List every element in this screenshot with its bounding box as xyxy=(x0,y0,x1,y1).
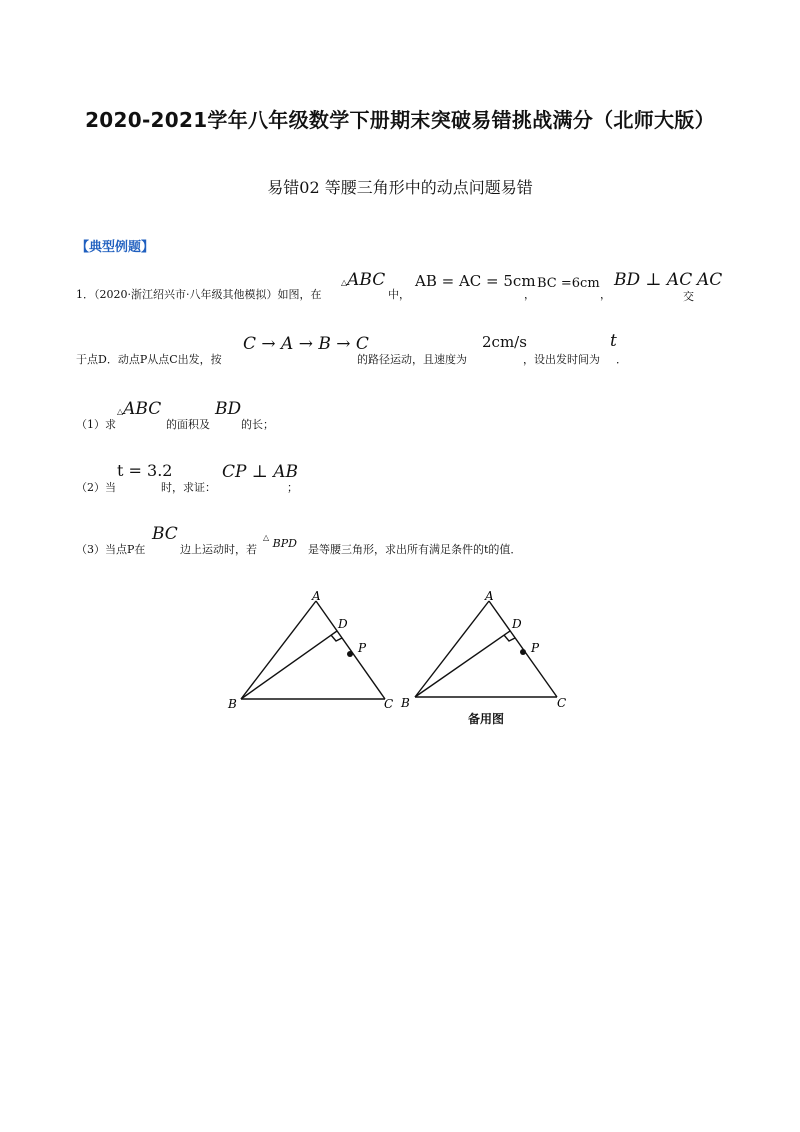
segment-bc: BC xyxy=(152,524,178,544)
label-d: D xyxy=(512,617,522,631)
triangle-bpd: △ BPD xyxy=(263,533,297,550)
segment-ac-line xyxy=(316,601,385,699)
question-1-mid: 的面积及 xyxy=(166,418,210,431)
path-expression: C → A → B → C xyxy=(243,334,369,354)
segment-bd-line xyxy=(415,631,510,697)
label-p: P xyxy=(531,641,540,655)
label-p: P xyxy=(358,641,367,655)
segment-ab-line xyxy=(415,601,489,697)
triangle-icon: △ xyxy=(263,533,270,542)
label-b: B xyxy=(228,697,237,711)
triangle-icon: △ xyxy=(117,407,124,416)
comma: ， xyxy=(524,288,535,301)
condition-t: t = 3.2 xyxy=(117,461,173,480)
segment-bd: BD xyxy=(215,399,242,419)
text-jiao: 交 xyxy=(683,290,694,303)
question-2-prefix: （2）当 xyxy=(76,481,116,494)
label-c: C xyxy=(557,696,567,710)
equation-bd-perp-ac: BD ⊥ AC xyxy=(614,270,693,290)
problem-intro: 1．（2020·浙江绍兴市·八年级其他模拟）如图，在 xyxy=(76,288,322,301)
question-1-prefix: （1）求 xyxy=(76,418,116,431)
segment-ac: AC xyxy=(697,270,723,290)
text-time: ，设出发时间为 xyxy=(523,353,600,366)
equation-bc: BC =6cm xyxy=(537,276,600,291)
variable-t: t xyxy=(610,331,617,351)
label-a: A xyxy=(485,589,494,603)
label-a: A xyxy=(312,589,321,603)
problem-intro-2: 于点D．动点P从点C出发，按 xyxy=(76,353,222,366)
question-3-prefix: （3）当点P在 xyxy=(76,543,146,556)
equation-ab-ac: AB = AC = 5cm xyxy=(415,272,536,290)
segment-ab-line xyxy=(241,601,316,699)
question-3-mid: 边上运动时，若 xyxy=(180,543,257,556)
question-1-end: 的长； xyxy=(241,418,274,431)
point-p-dot xyxy=(347,651,353,657)
relation-cp-perp-ab: CP ⊥ AB xyxy=(222,462,299,482)
speed-value: 2cm/s xyxy=(482,333,527,351)
section-label: 【典型例题】 xyxy=(76,240,155,255)
text-zhong: 中， xyxy=(388,288,410,301)
segment-bd-line xyxy=(241,631,337,699)
question-2-mid: 时，求证： xyxy=(161,481,216,494)
period: ． xyxy=(616,353,627,366)
figure-caption: 备用图 xyxy=(468,712,505,726)
triangle-icon: △ xyxy=(341,278,348,287)
question-2-end: ； xyxy=(287,481,298,494)
comma: ， xyxy=(600,288,611,301)
triangle-abc: △ABC xyxy=(117,399,162,419)
question-3-end: 是等腰三角形，求出所有满足条件的t的值． xyxy=(308,543,522,556)
label-b: B xyxy=(401,696,410,710)
triangle-abc: △ABC xyxy=(341,270,386,290)
document-subtitle: 易错02 等腰三角形中的动点问题易错 xyxy=(267,178,533,197)
label-c: C xyxy=(384,697,394,711)
label-d: D xyxy=(338,617,348,631)
document-title: 2020-2021学年八年级数学下册期末突破易错挑战满分（北师大版） xyxy=(85,108,715,132)
text-path: 的路径运动，且速度为 xyxy=(357,353,467,366)
point-p-dot xyxy=(520,649,526,655)
